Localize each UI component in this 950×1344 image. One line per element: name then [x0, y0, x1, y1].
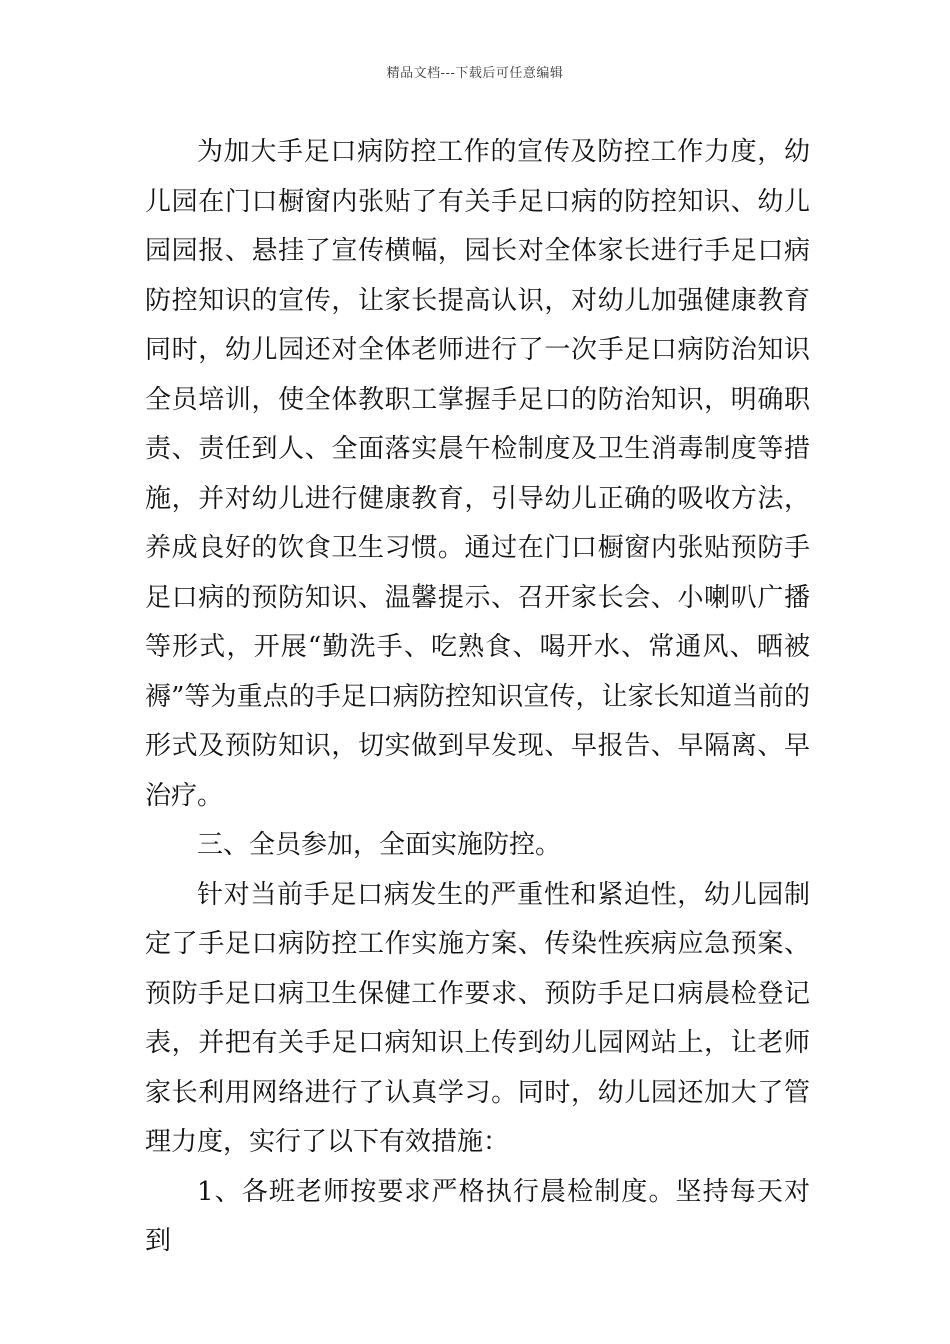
section-heading-3: 三、全员参加，全面实施防控。: [197, 830, 562, 860]
paragraph-measures-intro: 针对当前手足口病发生的严重性和紧迫性，幼儿园制定了手足口病防控工作实施方案、传染性疾病应急预案、预防手足口病卫生保健工作要求、预防手足口病晨检登记表，并把有关手足口病知识上传到幼儿园网站上，让老师家长利用网络进行了认真学习。同时，幼儿园还加大了管理力度，实行了以下有效措施：: [145, 879, 810, 1157]
paragraph-prevention-publicity: 为加大手足口病防控工作的宣传及防控工作力度，幼儿园在门口橱窗内张贴了有关手足口病的防控知识、幼儿园园报、悬挂了宣传横幅，园长对全体家长进行手足口病防控知识的宣传，让家长提高认识，对幼儿加强健康教育同时，幼儿园还对全体老师进行了一次手足口病防治知识全员培训，使全体教职工掌握手足口的防治知识，明确职责、责任到人、全面落实晨午检制度及卫生消毒制度等措施，并对幼儿进行健康教育，引导幼儿正确的吸收方法，养成良好的饮食卫生习惯。通过在门口橱窗内张贴预防手足口病的预防知识、温馨提示、召开家长会、小喇叭广播等形式，开展“勤洗手、吃熟食、喝开水、常通风、晒被褥”等为重点的手足口病防控知识宣传，让家长知道当前的形式及预防知识，切实做到早发现、早报告、早隔离、早治疗。: [145, 137, 810, 811]
document-body: [145, 128, 810, 1267]
paragraph-measure-1: 1、各班老师按要求严格执行晨检制度。坚持每天对到: [145, 1176, 810, 1256]
page-header: 精品文档---下载后可任意编辑: [386, 66, 564, 81]
